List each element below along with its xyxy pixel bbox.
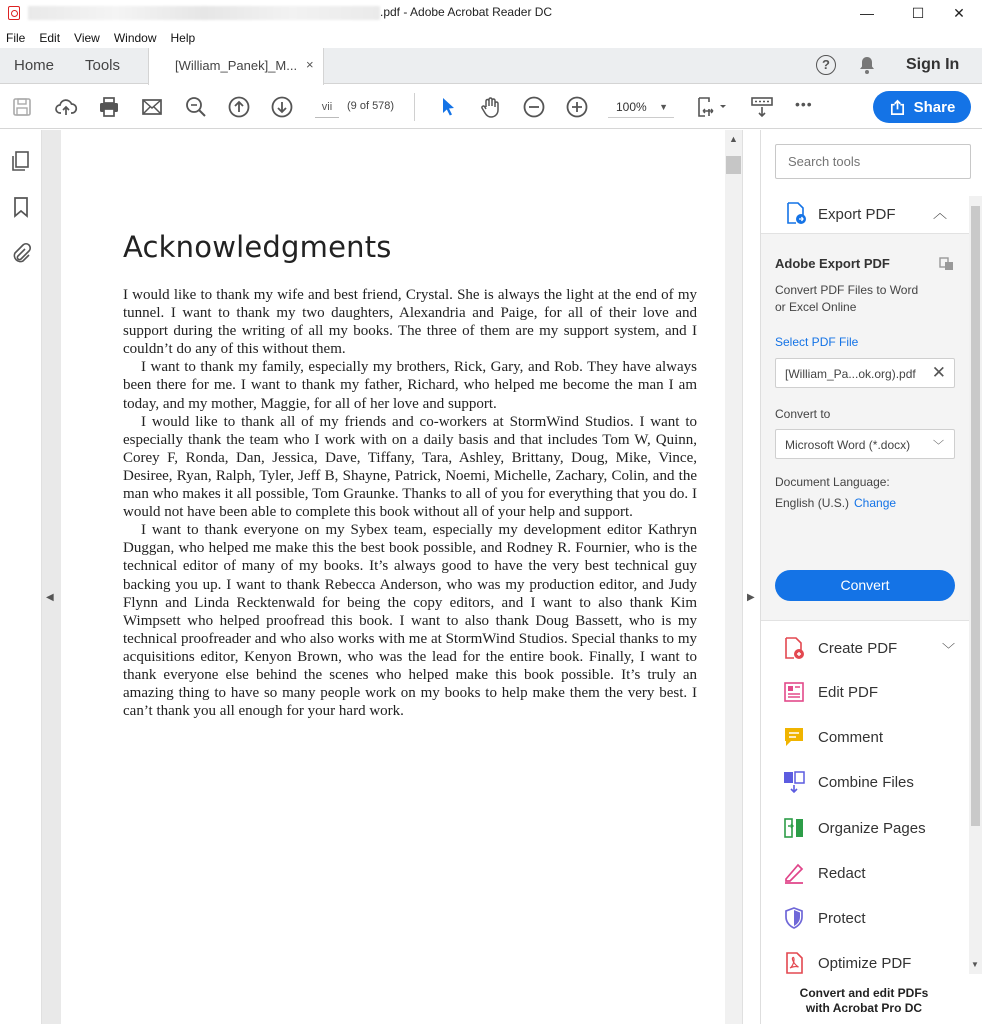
paragraph: I would like to thank my wife and best friend, Crystal. She is always the light at the end of my tunnel. I want to thank my two daughters, Alexandria and Paige, for all of their love and support during the writing of all my books. The three of them are my support system, and I couldn’t do any of this without them. (123, 287, 697, 358)
tool-organize-pages[interactable] (782, 810, 967, 846)
convert-to-label: Convert to (775, 407, 831, 421)
tab-home[interactable]: Home (14, 57, 55, 74)
export-pdf-header[interactable] (775, 196, 955, 232)
zoom-in-icon[interactable] (565, 95, 589, 119)
scroll-up-arrow-icon[interactable]: ▲ (729, 134, 738, 144)
convert-button[interactable]: Convert (775, 570, 955, 601)
tab-bar (0, 48, 982, 84)
paragraph: I want to thank everyone on my Sybex team, especially my development editor Kathryn Duggan, who helped me make this the best book possible, and Rodney R. Fournier, who is the technical editor of many of my books. It’s always good to have the very best technical guy backing you up. I want to thank Rebecca Anderson, who was my production editor, and Judy Flynn and Linda Recktenwald for being the copy editors, and I want to also thank Kim Wimpsett who helped proofread this book. I want to also thank Doug Bassett, who is my technical proofreader and who also works with me at StormWind Studios. Special thanks to my acquisitions editor, Kenyon Brown, who was the lead for the entire book. Finally, I want to thank everyone else behind the scenes who helped make this book possible. It’s truly an amazing thing to have so many people work on my books to help make them the very best. I can’t thank you all enough for your hard work. (123, 522, 697, 720)
maximize-button[interactable]: ☐ (911, 4, 925, 21)
tab-document[interactable] (148, 48, 324, 85)
edit-pdf-icon (782, 680, 806, 704)
export-panel-title: Adobe Export PDF (775, 256, 890, 271)
tool-comment[interactable] (782, 719, 967, 755)
help-icon[interactable]: ? (816, 55, 836, 75)
attachments-paperclip-icon[interactable] (10, 242, 32, 264)
create-pdf-icon (782, 636, 806, 660)
zoom-out-icon[interactable] (522, 95, 546, 119)
optimize-pdf-icon (782, 951, 806, 975)
redact-icon (782, 861, 806, 885)
menu-bar (0, 28, 982, 48)
tool-create-pdf[interactable] (782, 630, 967, 666)
tool-label: Edit PDF (818, 683, 879, 701)
export-pdf-label: Export PDF (818, 206, 896, 223)
zoom-level-value: 100% (616, 100, 647, 114)
tool-label: Organize Pages (818, 819, 926, 837)
page-display-icon[interactable] (696, 95, 728, 119)
tool-label: Combine Files (818, 773, 914, 791)
scroll-down-arrow-icon[interactable]: ▼ (971, 960, 979, 969)
chevron-down-icon[interactable]: ﹀ (941, 641, 955, 657)
menu-file[interactable]: File (6, 31, 26, 45)
scrolling-mode-icon[interactable] (750, 95, 774, 119)
collapse-right-pane-bar[interactable] (742, 130, 760, 1024)
sign-in-button[interactable]: Sign In (906, 56, 960, 73)
export-pdf-icon (784, 201, 808, 225)
remove-file-icon[interactable]: ✕ (931, 363, 946, 382)
notifications-bell-icon[interactable] (858, 56, 876, 75)
page-heading: Acknowledgments (123, 230, 392, 264)
tool-combine-files[interactable] (782, 764, 967, 800)
comment-icon (782, 725, 806, 749)
bookmarks-icon[interactable] (10, 196, 32, 218)
zoom-level-select[interactable] (608, 96, 674, 118)
convert-format-select[interactable] (775, 429, 955, 459)
close-window-button[interactable]: ✕ (953, 4, 965, 21)
combine-files-icon (782, 770, 806, 794)
menu-window[interactable]: Window (113, 31, 157, 45)
toolbar (0, 85, 982, 129)
change-language-link[interactable]: Change (854, 496, 897, 510)
tool-label: Optimize PDF (818, 954, 912, 972)
page-thumbnails-icon[interactable] (10, 150, 32, 172)
redacted-filename (28, 6, 380, 20)
selected-file-field[interactable] (775, 358, 955, 388)
next-page-icon[interactable] (270, 95, 294, 119)
email-icon[interactable] (140, 95, 164, 119)
tool-label: Create PDF (818, 639, 898, 657)
collapse-left-pane-arrow-icon[interactable]: ◀ (46, 592, 54, 603)
protect-icon (782, 906, 806, 930)
collapse-right-pane-arrow-icon[interactable]: ▶ (747, 592, 755, 603)
document-language-label: Document Language: (775, 475, 890, 489)
scrollbar-thumb[interactable] (726, 156, 741, 174)
share-icon (889, 99, 906, 116)
hand-tool-icon[interactable] (478, 95, 502, 119)
select-pdf-file-link[interactable]: Select PDF File (775, 335, 859, 349)
paragraph: I would like to thank all of my friends and co-workers at StormWind Studios. I want to especially thank the team who I work with on a daily basis and that includes Tom W, Quinn, Corey F, Ronda, Dan, Jessica, Dave, Tiffany, Tara, Ashley, Brittany, Doug, Mike, Vince, Desiree, Ryan, Ralph, Tyler, Jeff B, Shayne, Patrick, Noemi, Michelle, Zachary, Colin, and the man who makes it all possible, Tom Graunke. Thanks to all of you for everything that you do. I would not have been able to complete this book without all of your help and support. (123, 413, 697, 521)
tool-redact[interactable] (782, 855, 967, 891)
tools-pane-scrollbar-thumb[interactable] (971, 206, 980, 826)
more-tools-icon[interactable]: ••• (795, 96, 813, 112)
paragraph: I want to thank my family, especially my brothers, Rick, Gary, and Rob. They have always been there for me. I want to thank my father, Richard, who helped me become the man I am today, and my mother, Maggie, for all of her love and support. (123, 359, 697, 412)
tool-label: Comment (818, 728, 884, 746)
tool-protect[interactable] (782, 900, 967, 936)
tab-tools[interactable]: Tools (85, 57, 121, 74)
window-title: .pdf - Adobe Acrobat Reader DC (380, 5, 553, 19)
share-label: Share (913, 98, 956, 116)
menu-edit[interactable]: Edit (39, 31, 61, 45)
page-body-text (123, 286, 697, 720)
promo-line-2: with Acrobat Pro DC (805, 1001, 923, 1015)
menu-view[interactable]: View (74, 31, 100, 45)
toolbar-divider (414, 93, 415, 121)
save-icon[interactable] (10, 95, 34, 119)
tab-document-label: [William_Panek]_M... (175, 58, 298, 73)
close-tab-icon[interactable]: × (306, 57, 314, 72)
select-cursor-icon[interactable] (436, 95, 460, 119)
tool-edit-pdf[interactable] (782, 674, 967, 710)
acrobat-pro-promo[interactable] (761, 986, 967, 1016)
page-number-input[interactable]: vii (315, 96, 339, 118)
cloud-copy-icon (938, 256, 956, 272)
page-count: (9 of 578) (347, 100, 395, 112)
convert-format-value: Microsoft Word (*.docx) (785, 438, 911, 452)
tool-label: Protect (818, 909, 866, 927)
selected-file-name: [William_Pa...ok.org).pdf (785, 367, 916, 381)
document-scrollbar[interactable] (725, 130, 742, 1024)
menu-help[interactable]: Help (170, 31, 196, 45)
print-icon[interactable] (97, 95, 121, 119)
document-language-value: English (U.S.) (775, 496, 850, 510)
title-bar (0, 0, 982, 26)
chevron-down-icon: ▼ (659, 102, 668, 112)
tool-label: Redact (818, 864, 866, 882)
export-description-line-2: or Excel Online (775, 300, 857, 314)
chevron-up-icon[interactable]: ︿ (933, 205, 947, 221)
export-description-line-1: Convert PDF Files to Word (775, 283, 919, 297)
upload-cloud-icon[interactable] (54, 95, 78, 119)
promo-line-1: Convert and edit PDFs (799, 986, 929, 1000)
share-button[interactable] (873, 91, 971, 123)
tools-pane-scrollbar[interactable] (969, 196, 982, 974)
find-zoom-icon[interactable] (184, 95, 208, 119)
left-navigation-pane (0, 130, 42, 1024)
acrobat-logo-icon (8, 6, 20, 20)
previous-page-icon[interactable] (227, 95, 251, 119)
organize-pages-icon (782, 816, 806, 840)
chevron-down-icon: ﹀ (933, 440, 944, 452)
tool-optimize-pdf[interactable] (782, 945, 967, 981)
minimize-button[interactable]: — (860, 5, 874, 21)
search-tools-input[interactable] (775, 144, 971, 179)
